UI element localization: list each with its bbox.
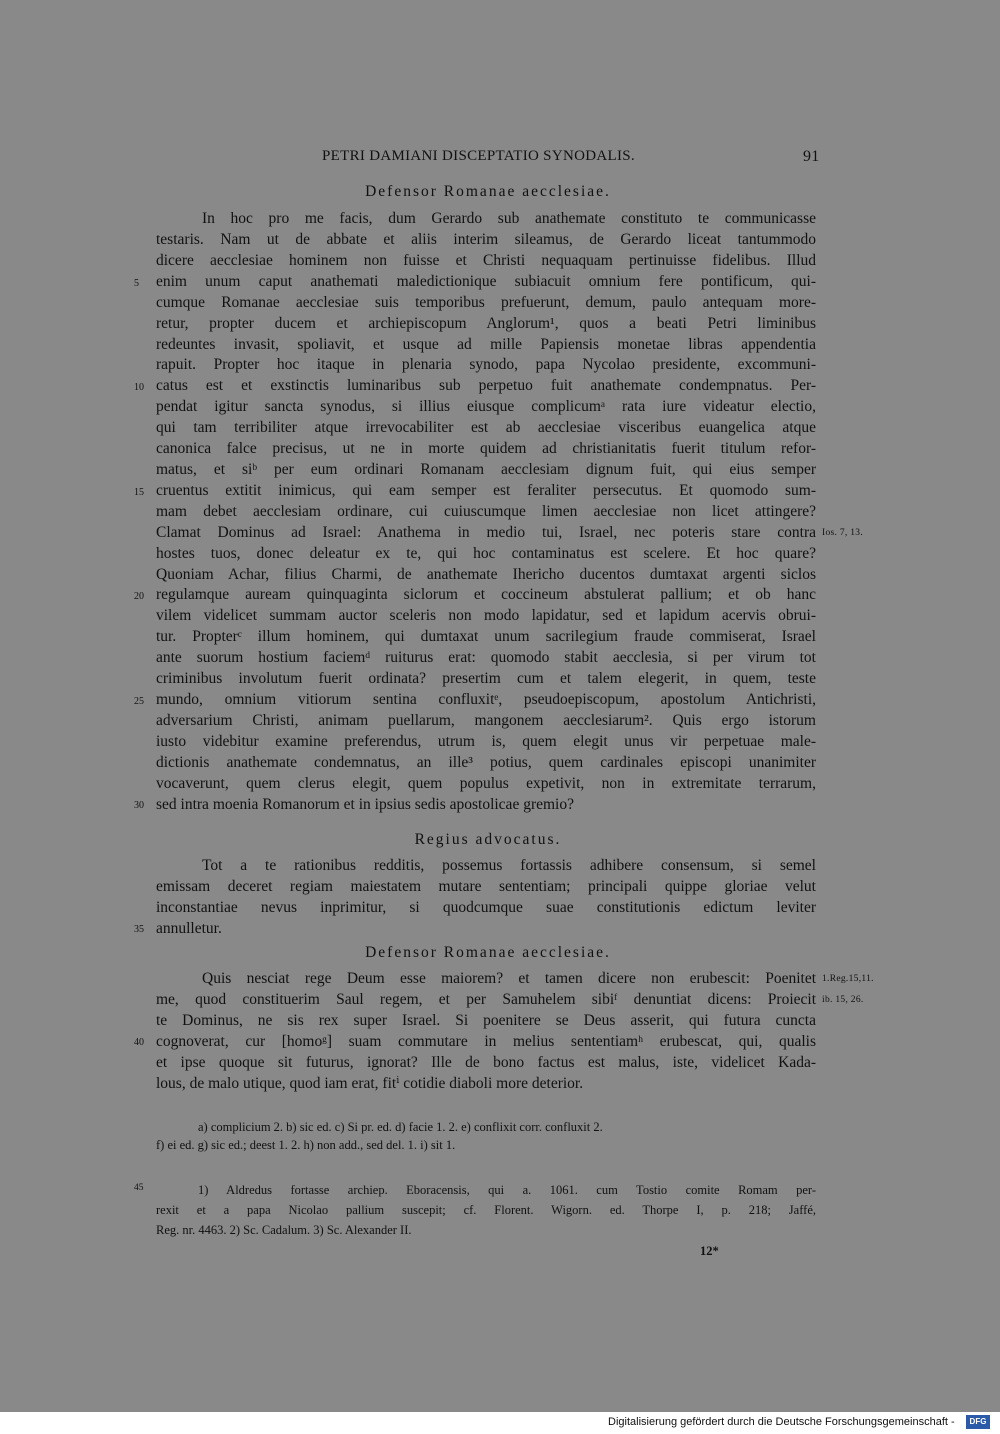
text-line: me, quod constituerim Saul regem, et per Samuhelem sibiᶠ denuntiat dicens: Proiecit (156, 991, 816, 1008)
text-line: rapuit. Propter hoc itaque in plenaria synodo, papa Nycolao presidente, excommuni- (156, 356, 816, 373)
text-line: matus, et siᵇ per eum ordinari Romanam aecclesiam dignum fuit, qui eius semper (156, 461, 816, 478)
text-line: cumque Romanae aecclesiae suis temporibus prefuerunt, demum, paulo antequam more- (156, 294, 816, 311)
line-number: 5 (134, 278, 139, 289)
text-line: mundo, omnium vitiorum sentina confluxitᵉ, pseudoepiscopum, apostolum Antichristi, (156, 691, 816, 708)
footnote-line: rexit et a papa Nicolao pallium suscepit; cf. Florent. Wigorn. ed. Thorpe I, p. 218; Jaffé, (156, 1203, 816, 1217)
text-line: qui tam terribiliter atque irrevocabiliter est ab aecclesiae visceribus euangelica atque (156, 419, 816, 436)
text-line: lous, de malo utique, quod iam erat, fitⁱ cotidie diaboli more deterior. (156, 1075, 584, 1092)
line-number: 15 (134, 487, 144, 498)
text-line: In hoc pro me facis, dum Gerardo sub anathemate constituto te communicasse (202, 210, 816, 227)
text-line: et ipse quoque sit futurus, ignorat? Ille de bono factus est malus, iste, videlicet Kada- (156, 1054, 816, 1071)
dfg-logo-icon[interactable]: DFG (966, 1415, 990, 1429)
text-line: cognoverat, cur [homoᵍ] suam commutare in melius sententiamʰ erubescat, qui, qualis (156, 1033, 816, 1050)
text-line: retur, propter ducem et archiepiscopum Anglorum¹, quos a beati Petri liminibus (156, 315, 816, 332)
margin-ref: Ios. 7, 13. (822, 528, 864, 538)
margin-ref: ib. 15, 26. (822, 995, 864, 1005)
apparatus-line: f) ei ed. g) sic ed.; deest 1. 2. h) non add., sed del. 1. i) sit 1. (156, 1138, 456, 1152)
line-number: 40 (134, 1037, 144, 1048)
margin-ref: 1.Reg.15,11. (822, 974, 874, 984)
line-number: 25 (134, 696, 144, 707)
text-line: adversarium Christi, animam puellarum, mangonem aecclesiarum². Quis ergo istorum (156, 712, 816, 729)
text-line: te Dominus, ne sis rex super Israel. Si poenitere se Deus asserit, qui futura cuncta (156, 1012, 816, 1029)
text-line: emissam deceret regiam maiestatem mutare sententiam; principali quippe gloriae velut (156, 878, 816, 895)
text-line: annulletur. (156, 920, 222, 937)
text-line: mam debet aecclesiam ordinare, cui cuiuscumque limen aecclesiae non licet attingere? (156, 503, 816, 520)
text-line: inconstantiae nevus inprimitur, si quodcumque suae constitutionis edictum leviter (156, 899, 816, 916)
text-line: ante suorum hostium faciemᵈ ruiturus erat: quomodo stabit aecclesia, si per virum tot (156, 649, 816, 666)
text-line: dictionis anathemate condemnatus, an ille³ potius, quem cardinales episcopi unanimiter (156, 754, 816, 771)
text-line: catus est et exstinctis luminaribus sub perpetuo fuit anathemate condempnatus. Per- (156, 377, 816, 394)
apparatus-line: a) complicium 2. b) sic ed. c) Si pr. ed. d) facie 1. 2. e) conflixit corr. confluxit 2. (198, 1120, 603, 1134)
text-line: regulamque auream quinquaginta siclorum et coccineum abstulerat pallium; et ob hanc (156, 586, 816, 603)
text-line: testaris. Nam ut de abbate et aliis interim sileamus, de Gerardo liceat tantummodo (156, 231, 816, 248)
running-title: PETRI DAMIANI DISCEPTATIO SYNODALIS. (322, 148, 635, 164)
line-number: 35 (134, 924, 144, 935)
text-line: criminibus involutum fuerit ordinata? presertim cum et talem elegerit, in quem, teste (156, 670, 816, 687)
footer-credit: Digitalisierung gefördert durch die Deutsche Forschungsgemeinschaft - (608, 1416, 955, 1428)
text-line: Quis nesciat rege Deum esse maiorem? et tamen dicere non erubescit: Poenitet (202, 970, 816, 987)
line-number: 30 (134, 800, 144, 811)
section-heading-defensor-2: Defensor Romanae aecclesiae. (365, 944, 611, 961)
text-line: sed intra moenia Romanorum et in ipsius sedis apostolicae gremio? (156, 796, 574, 813)
text-line: tur. Propterᶜ illum hominem, qui dumtaxat unum sacrilegium fraude commiserat, Israel (156, 628, 816, 645)
text-line: Clamat Dominus ad Israel: Anathema in medio tui, Israel, nec poteris stare contra (156, 524, 816, 541)
line-number: 10 (134, 382, 144, 393)
text-line: vilem videlicet summam auctor sceleris non modo lapidatur, sed et lapidum acervis obrui- (156, 607, 816, 624)
footer-bar (0, 1412, 1000, 1434)
section-heading-defensor: Defensor Romanae aecclesiae. (365, 183, 611, 200)
page-number: 91 (803, 148, 820, 165)
text-line: Tot a te rationibus redditis, possemus fortassis adhibere consensum, si semel (202, 857, 816, 874)
text-line: hostes tuos, donec deleatur ex te, qui hoc contaminatus est scelere. Et hoc quare? (156, 545, 816, 562)
text-line: dicere aecclesiae hominem non fuisse et Christi nequaquam pertinuisse fidelibus. Illud (156, 252, 816, 269)
text-line: canonica falce precisus, ut ne in morte quidem ad christianitatis fuerit titulum refor- (156, 440, 816, 457)
footnote-line: Reg. nr. 4463. 2) Sc. Cadalum. 3) Sc. Alexander II. (156, 1223, 412, 1237)
section-heading-regius: Regius advocatus. (414, 831, 562, 848)
line-number: 45 (134, 1183, 144, 1193)
text-line: pendat igitur sancta synodus, si illius eiusque complicumᵃ rata iure videatur electio, (156, 398, 816, 415)
footnote-line: 1) Aldredus fortasse archiep. Eboracensis, qui a. 1061. cum Tostio comite Romam per- (198, 1183, 816, 1197)
text-line: iusto videbitur examine preferendus, utrum is, quem elegit unus vir perpetuae male- (156, 733, 816, 750)
text-line: redeuntes invasit, spoliavit, et usque ad mille Papiensis monetae libras appendentia (156, 336, 816, 353)
line-number: 20 (134, 591, 144, 602)
text-line: cruentus extitit inimicus, qui eam semper est feraliter persecutus. Et quomodo sum- (156, 482, 816, 499)
text-line: enim unum caput anathemati maledictionique subiacuit omnium fere pontificum, qui- (156, 273, 816, 290)
text-line: vocaverunt, quem clerus elegit, quem populus expetivit, non in extremitate terrarum, (156, 775, 816, 792)
text-line: Quoniam Achar, filius Charmi, de anathemate Ihericho ducentos dumtaxat argenti siclos (156, 566, 816, 583)
signature-mark: 12* (700, 1244, 719, 1258)
